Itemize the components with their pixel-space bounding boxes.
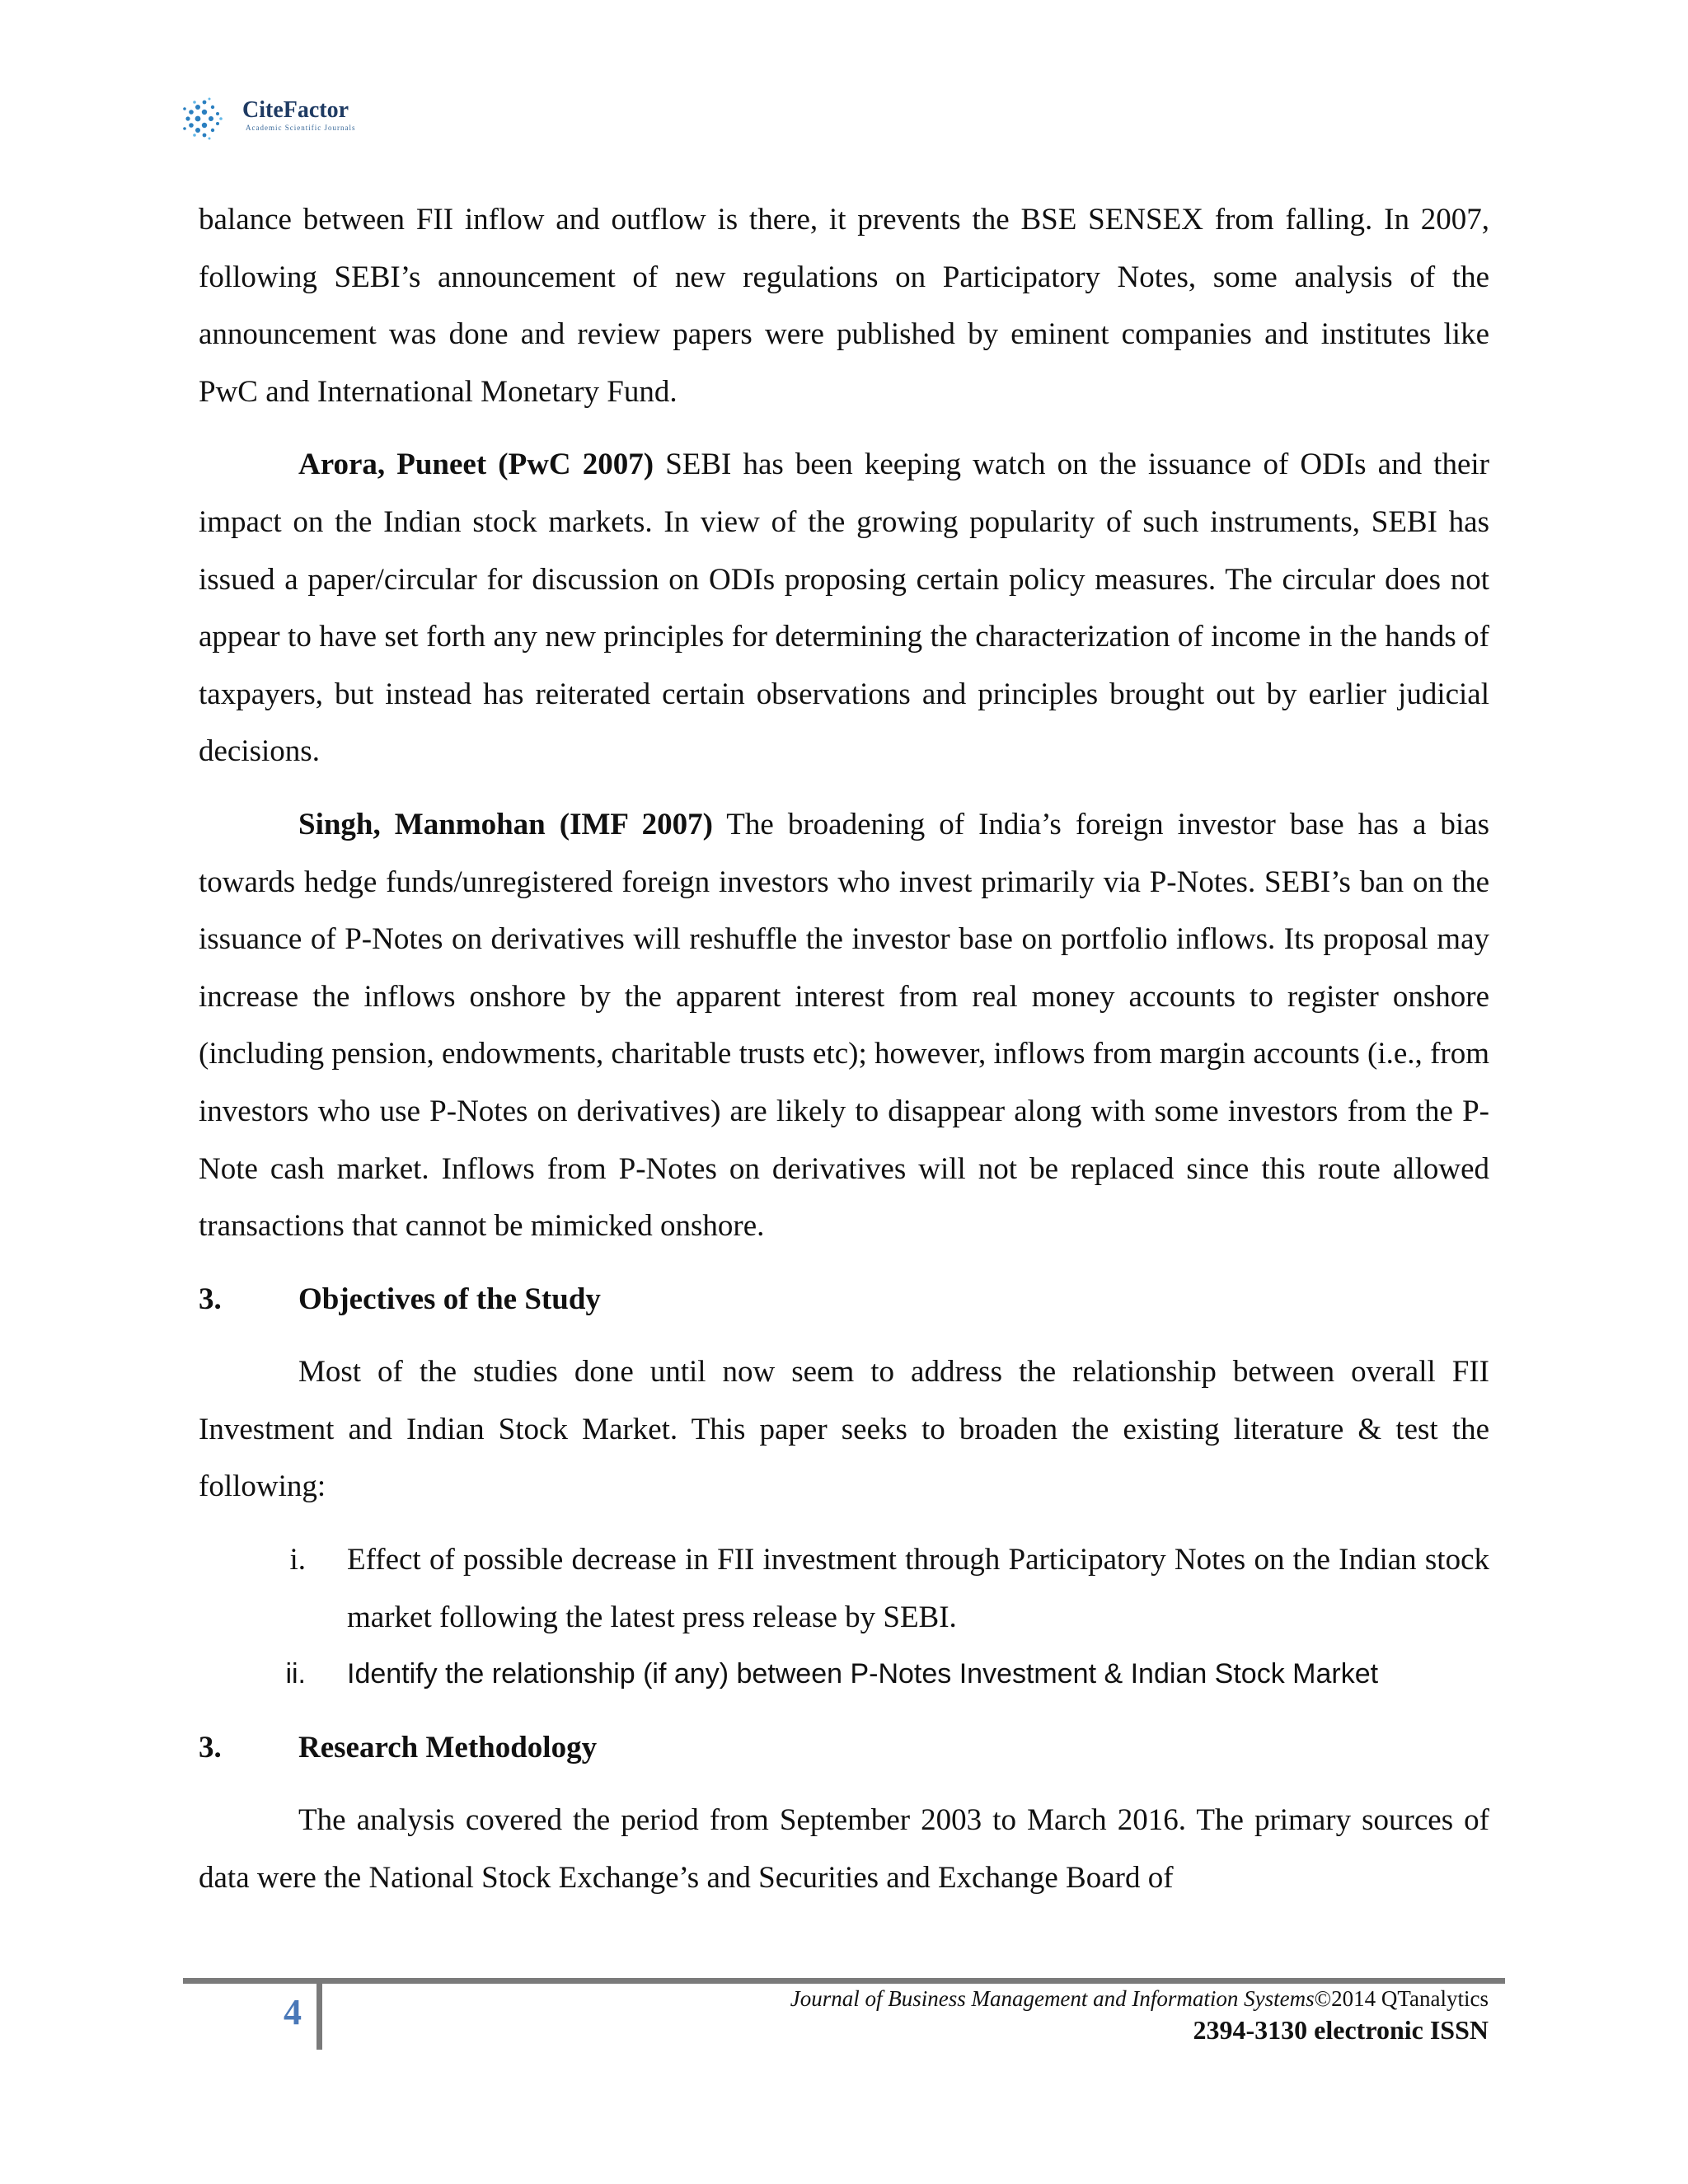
list-item-text: Identify the relationship (if any) between P-Notes Investment & Indian Stock Market [347,1658,1379,1690]
list-item-text: Effect of possible decrease in FII investment through Participatory Notes on the Indian stock market following the latest press release by SEBI. [347,1543,1489,1634]
section-heading-objectives [199,1271,1489,1329]
section-number: 3. [199,1282,222,1316]
logo-title: CiteFactor [242,97,349,123]
journal-name: Journal of Business Management and Information Systems [790,1986,1315,2011]
paragraph-singh-text: The broadening of India’s foreign investor base has a bias towards hedge funds/unregistered foreign investors who invest primarily via P-Notes. SEBI’s ban on the issuance of P-Notes on derivatives will reshuffle the investor base on portfolio inflows. Its proposal may increase the inflows onshore by the apparent interest from real money accounts to register onshore (including pension, endowments, charitable trusts etc); however, inflows from margin accounts (i.e., from investors who use P-Notes on derivatives) are likely to disappear along with some investors from the P-Note cash market. Inflows from P-Notes on derivatives will not be replaced since this route allowed transactions that cannot be mimicked onshore. [199,807,1489,1244]
list-item [199,1646,1489,1704]
list-marker: ii. [285,1658,306,1690]
page-number: 4 [284,1992,302,2032]
footer-journal [790,1986,1489,2012]
citation-arora: Arora, Puneet (PwC 2007) [298,448,654,482]
footer-divider [316,1984,322,2050]
paragraph-singh [199,796,1489,1255]
section-title: Objectives of the Study [298,1282,601,1316]
paragraph-methodology: The analysis covered the period from September 2003 to March 2016. The primary sources of data were the National Stock Exchange’s and Securities and Exchange Board of [199,1803,1489,1896]
list-item [199,1531,1489,1646]
paragraph-arora-text: SEBI has been keeping watch on the issuance of ODIs and their impact on the Indian stock markets. In view of the growing popularity of such instruments, SEBI has issued a paper/circular for discussion on ODIs proposing certain policy measures. The circular does not appear to have set forth any new principles for determining the characterization of income in the hands of taxpayers, but instead has reiterated certain observations and principles brought out by earlier judicial decisions. [199,448,1489,769]
journal-copyright: ©2014 QTanalytics [1314,1986,1489,2011]
paragraph-intro: balance between FII inflow and outflow is there, it prevents the BSE SENSEX from falling. In 2007, following SEBI’s announcement of new regulations on Participatory Notes, some analysis of the announcement was done and review papers were published by eminent companies and institutes like PwC and International Monetary Fund. [199,203,1489,409]
paragraph-objectives: Most of the studies done until now seem to address the relationship between overall FII Investment and Indian Stock Market. This paper seeks to broaden the existing literature & test the following: [199,1355,1489,1504]
section-number: 3. [199,1730,222,1765]
paragraph-arora [199,436,1489,780]
section-heading-methodology [199,1719,1489,1777]
article-body [199,191,1489,1907]
section-title: Research Methodology [298,1730,598,1765]
footer-rule [183,1978,1505,1984]
objectives-list [199,1531,1489,1704]
citation-singh: Singh, Manmohan (IMF 2007) [298,807,713,841]
logo-tagline: Academic Scientific Journals [246,124,356,132]
footer-issn: 2394-3130 electronic ISSN [1193,2015,1489,2045]
list-marker: i. [289,1543,306,1577]
